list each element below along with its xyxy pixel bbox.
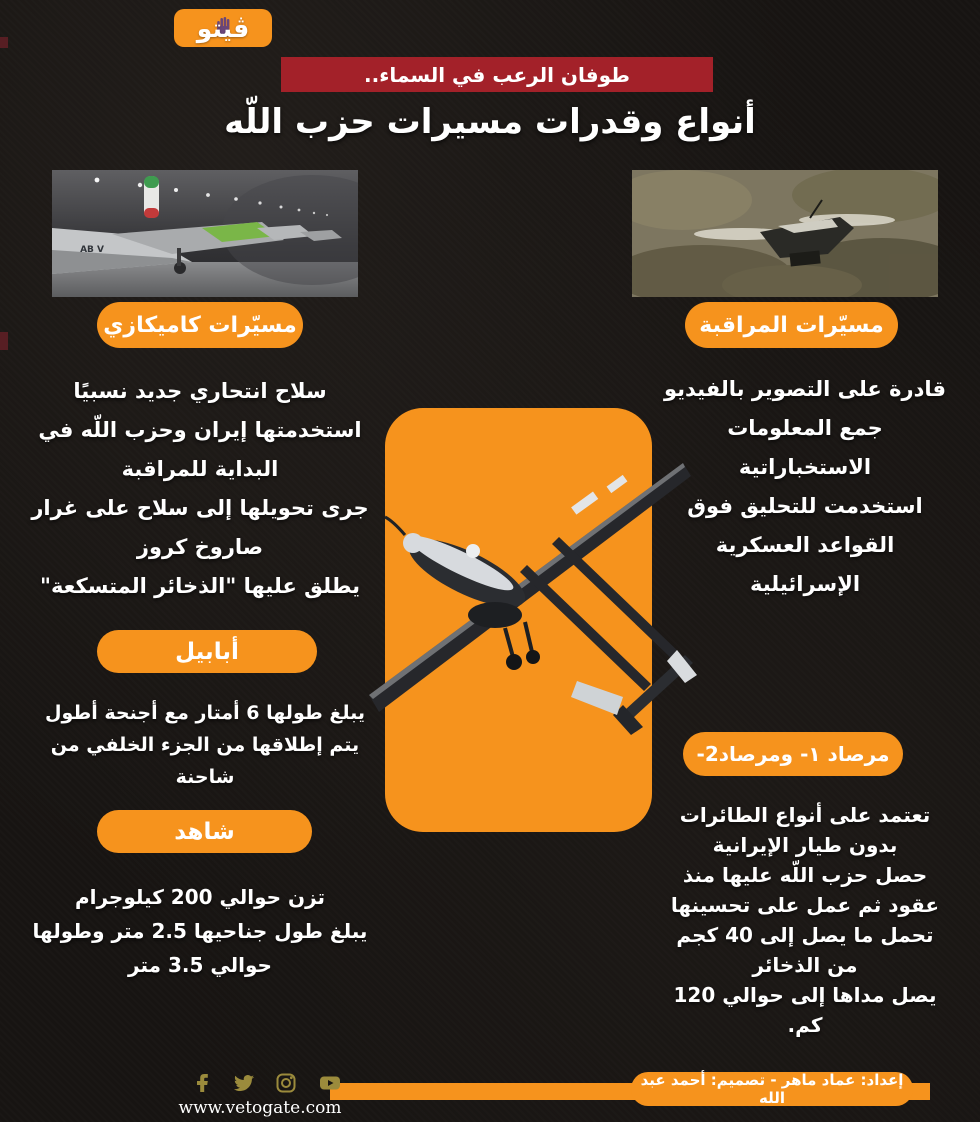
mirsad-description: تعتمد على أنواع الطائرات بدون طيار الإيرانية حصل حزب اللّه عليها منذ عقود ثم عمل على تحسينها تحمل ما يصل إلى 40 كجم من الذخائر يصل مداها إلى حوالي 120 كم. [670, 803, 940, 1037]
facebook-icon[interactable] [190, 1071, 214, 1095]
credit-pill: إعداد: عماد ماهر - تصميم: أحمد عبد الله [631, 1072, 913, 1106]
veto-logo-text: ڤيتو [196, 13, 250, 43]
page-title: أنواع وقدرات مسيرات حزب اللّه [224, 102, 756, 142]
banner [281, 57, 713, 92]
kamikaze-label-pill: مسيّرات كاميكازي [97, 302, 303, 348]
edge-accent [0, 332, 8, 350]
veto-logo [174, 9, 272, 47]
shahed-label-pill: شاهد [97, 810, 312, 853]
twitter-icon[interactable] [232, 1071, 256, 1095]
ababil-label-pill: أبابيل [97, 630, 317, 673]
kamikaze-description: سلاح انتحاري جديد نسبيًا استخدمتها إيران وحزب اللّه في البداية للمراقبة جرى تحويلها إلى سلاح على غرار صاروخ كروز يطلق عليها "الذخائر المتسكعة" [31, 379, 369, 598]
banner-text: طوفان الرعب في السماء.. [364, 62, 630, 87]
mirsad-label-pill: مرصاد ١- ومرصاد2- [683, 732, 903, 776]
surveillance-description: قادرة على التصوير بالفيديو جمع المعلومات الاستخباراتية استخدمت للتحليق فوق القواعد العسكرية الإسرائيلية [664, 377, 946, 596]
drone-marking-text: AB V [80, 245, 104, 255]
shahed-description: تزن حوالي 200 كيلوجرام يبلغ طول جناحيها 2.5 متر وطولها حوالي 3.5 متر [32, 885, 368, 977]
kamikaze-photo [52, 170, 358, 297]
instagram-icon[interactable] [274, 1071, 298, 1095]
surveillance-label-pill: مسيّرات المراقبة [685, 302, 898, 348]
edge-accent [0, 37, 8, 48]
surveillance-photo [632, 170, 938, 297]
website-link[interactable]: www.vetogate.com [178, 1098, 342, 1118]
youtube-icon[interactable] [318, 1071, 342, 1095]
ababil-description: يبلغ طولها 6 أمتار مع أجنحة أطول يتم إطلاقها من الجزء الخلفي من شاحنة [44, 702, 365, 788]
